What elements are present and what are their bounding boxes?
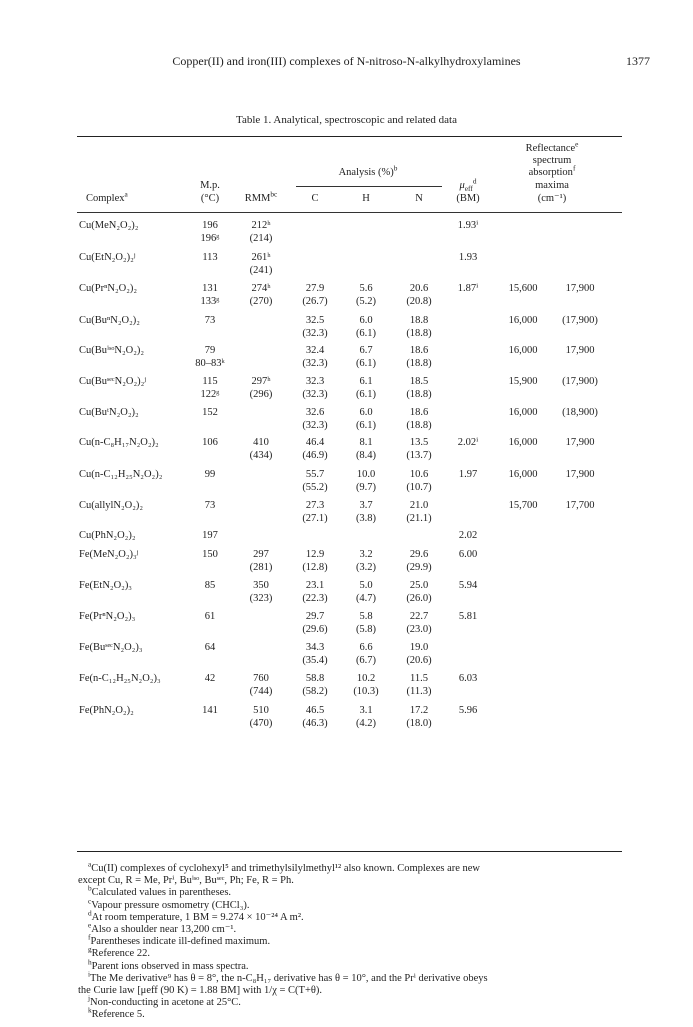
table-cell-refl-max-2: 17,900 (565, 283, 595, 294)
table-cell-carbon: 27.3 (305, 500, 325, 511)
table-cell-nitrogen: 25.0 (409, 580, 429, 591)
footnote-text: except Cu, R = Me, Prⁱ, Buⁱˢᵒ, Buˢᵉᶜ, Ph; Fe, R = Ph. (78, 875, 294, 887)
table-cell-refl-max-2: 17,900 (565, 469, 595, 480)
footnote (88, 859, 626, 875)
table-cell-refl-max-2: 17,900 (565, 345, 595, 356)
complex-name: Cu(BuⁿN₂O₂)₂ (79, 315, 140, 326)
footnote-text: Also a shoulder near 13,200 cm⁻¹. (91, 924, 237, 935)
table-cell-hydrogen: (3.8) (355, 513, 377, 524)
table-cell-mu-eff: 5.81 (458, 611, 478, 622)
table-cell-rmm: 261ʰ (251, 252, 271, 263)
table-cell-rmm: (323) (249, 593, 273, 604)
header-c: C (311, 193, 319, 204)
table-cell-hydrogen: (6.1) (355, 420, 377, 431)
table-cell-refl-max-1: 16,000 (508, 437, 538, 448)
header-refl-5: (cm⁻¹) (537, 193, 567, 204)
table-cell-mp: 150 (202, 549, 218, 560)
table-cell-hydrogen: 8.1 (359, 437, 373, 448)
header-n: N (415, 193, 423, 204)
table-cell-hydrogen: 10.2 (356, 673, 376, 684)
footnote-text: At room temperature, 1 BM = 9.274 × 10⁻²⁴ A m². (91, 911, 304, 923)
table-cell-hydrogen: 5.8 (359, 611, 373, 622)
footnote-text: Vapour pressure osmometry (CHCl₃). (91, 899, 250, 911)
header-rmm: $RMM^{bc}$ (244, 189, 278, 204)
table-cell-rmm: (744) (249, 686, 273, 697)
table-cell-mu-eff: 2.02 (458, 530, 478, 541)
table-cell-carbon: (22.3) (302, 593, 328, 604)
table-cell-rmm: 297 (253, 549, 269, 560)
table-cell-carbon: (55.2) (302, 482, 328, 493)
table-cell-carbon: (27.1) (302, 513, 328, 524)
table-cell-hydrogen: 5.6 (359, 283, 373, 294)
table-cell-mp: 42 (204, 673, 216, 684)
table-cell-nitrogen: 18.5 (409, 376, 429, 387)
table-cell-nitrogen: 20.6 (409, 283, 429, 294)
table-cell-rmm: 297ʰ (251, 376, 271, 387)
header-h: H (362, 193, 370, 204)
table-cell-carbon: (46.9) (302, 450, 328, 461)
table-cell-rmm: 212ʰ (251, 220, 271, 231)
header-refl-4: maxima (535, 180, 569, 191)
analysis-rule (296, 186, 442, 187)
table-cell-carbon: (46.3) (302, 718, 328, 729)
table-cell-hydrogen: (4.7) (355, 593, 377, 604)
table-cell-rmm: (434) (249, 450, 273, 461)
table-cell-refl-max-1: 16,000 (508, 469, 538, 480)
table-cell-carbon: 29.7 (305, 611, 325, 622)
table-cell-rmm: (270) (249, 296, 273, 307)
table-cell-mp: 141 (202, 705, 218, 716)
table-cell-rmm: (241) (249, 265, 273, 276)
table-cell-rmm: 350 (253, 580, 269, 591)
table-cell-carbon: (32.3) (302, 328, 328, 339)
table-cell-mu-eff: 2.02ⁱ (457, 437, 479, 448)
footnote (88, 1005, 626, 1021)
table-cell-hydrogen: (8.4) (355, 450, 377, 461)
table-cell-carbon: 32.4 (305, 345, 325, 356)
header-mu-unit: (BM) (456, 193, 480, 204)
footnote-mark: g (88, 944, 92, 954)
footnote (78, 874, 626, 887)
footnote-text: Calculated values in parentheses. (91, 887, 232, 899)
footnote-mark: e (88, 920, 92, 930)
complex-name: Cu(n-C₈H₁₇N₂O₂)₂ (79, 437, 159, 448)
table-cell-nitrogen: (11.3) (406, 686, 432, 697)
footnote-text: Parent ions observed in mass spectra. (91, 960, 249, 972)
table-cell-mp: 122ᵍ (200, 389, 220, 400)
table-cell-nitrogen: (20.8) (406, 296, 432, 307)
table-cell-refl-max-2: (17,900) (562, 315, 598, 326)
footnote-text: the Curie law [μeff (90 K) = 1.88 BM] with 1/χ = C(T+θ). (78, 985, 323, 996)
table-cell-mu-eff: 6.00 (458, 549, 478, 560)
table-cell-rmm: 760 (253, 673, 269, 684)
complex-name: Cu(n-C₁₂H₂₅N₂O₂)₂ (79, 469, 163, 480)
footnote (88, 993, 626, 1009)
table-cell-nitrogen: 22.7 (409, 611, 429, 622)
table-cell-hydrogen: (6.1) (355, 358, 377, 369)
table-cell-mp: 106 (202, 437, 218, 448)
footnote (88, 969, 626, 985)
table-cell-mu-eff: 1.93ⁱ (457, 220, 479, 231)
footnote-text: Reference 5. (91, 1009, 145, 1021)
table-bottom-rule (77, 851, 622, 852)
footnote-text: Parentheses indicate ill-defined maximum. (90, 936, 271, 948)
table-cell-hydrogen: (6.7) (355, 655, 377, 666)
table-cell-refl-max-2: 17,700 (565, 500, 595, 511)
table-cell-nitrogen: (18.8) (406, 389, 432, 400)
footnote (88, 883, 626, 899)
footnote-mark: b (88, 883, 92, 893)
table-cell-mp: 61 (204, 611, 216, 622)
footnote-text: Reference 22. (91, 948, 150, 960)
table-cell-refl-max-2: (18,900) (562, 407, 598, 418)
table-cell-nitrogen: 29.6 (409, 549, 429, 560)
table-cell-carbon: 55.7 (305, 469, 325, 480)
table-cell-mp: 79 (204, 345, 216, 356)
header-refl-3: absorption$^f$ (528, 163, 576, 178)
table-cell-carbon: 12.9 (305, 549, 325, 560)
table-cell-nitrogen: 13.5 (409, 437, 429, 448)
table-cell-nitrogen: (18.0) (406, 718, 432, 729)
table-cell-hydrogen: 5.0 (359, 580, 373, 591)
footnote-mark: k (88, 1005, 92, 1015)
table-cell-carbon: 32.5 (305, 315, 325, 326)
table-cell-hydrogen: 6.7 (359, 345, 373, 356)
complex-name: Fe(PrⁿN₂O₂)₃ (79, 611, 136, 622)
footnote-mark: d (88, 908, 92, 918)
table-cell-nitrogen: (20.6) (406, 655, 432, 666)
table-cell-nitrogen: 11.5 (410, 673, 428, 684)
table-cell-mp: 131 (202, 283, 218, 294)
footnote (88, 957, 626, 973)
footnote-text: Non-conducting in acetone at 25°C. (90, 997, 241, 1009)
table-cell-nitrogen: (26.0) (406, 593, 432, 604)
table-cell-nitrogen: (18.8) (406, 358, 432, 369)
table-cell-nitrogen: 17.2 (409, 705, 429, 716)
table-cell-carbon: (32.3) (302, 389, 328, 400)
table-cell-refl-max-1: 16,000 (508, 345, 538, 356)
table-cell-hydrogen: 3.1 (359, 705, 373, 716)
footnote-mark: f (88, 932, 91, 942)
footnote (88, 920, 626, 936)
table-cell-mp: 113 (202, 252, 218, 263)
footnote (78, 984, 626, 997)
table-cell-rmm: (281) (249, 562, 273, 573)
complex-name: Cu(PrⁿN₂O₂)₂ (79, 283, 138, 294)
footnote-mark: i (88, 969, 91, 979)
complex-name: Fe(n-C₁₂H₂₅N₂O₂)₃ (79, 673, 161, 684)
table-cell-carbon: 46.4 (305, 437, 325, 448)
footnote-text: Cu(II) complexes of cyclohexyl⁵ and trimethylsilylmethyl¹² also known. Complexes are new (91, 863, 481, 874)
table-cell-hydrogen: (5.8) (355, 624, 377, 635)
table-cell-mp: 64 (204, 642, 216, 653)
table-cell-carbon: 27.9 (305, 283, 325, 294)
table-caption: Table 1. Analytical, spectroscopic and related data (236, 114, 457, 126)
table-cell-mp: 73 (204, 500, 216, 511)
table-cell-nitrogen: (23.0) (406, 624, 432, 635)
table-cell-mp: 197 (202, 530, 218, 541)
table-cell-nitrogen: (21.1) (406, 513, 432, 524)
table-cell-carbon: (12.8) (302, 562, 328, 573)
table-cell-mu-eff: 5.96 (458, 705, 478, 716)
table-cell-refl-max-1: 16,000 (508, 315, 538, 326)
table-cell-rmm: (214) (249, 233, 273, 244)
table-cell-mp: 80–83ᵏ (195, 358, 225, 369)
footnote-mark: h (88, 957, 92, 967)
table-cell-nitrogen: 21.0 (409, 500, 429, 511)
complex-name: Cu(BuⁱˢᵒN₂O₂)₂ (79, 345, 145, 356)
table-cell-rmm: 410 (253, 437, 269, 448)
table-cell-nitrogen: 10.6 (409, 469, 429, 480)
complex-name: Cu(BuˢᵉᶜN₂O₂)₂ʲ (79, 376, 146, 387)
table-cell-mp: 115 (202, 376, 218, 387)
table-cell-nitrogen: 19.0 (409, 642, 429, 653)
table-cell-mp: 152 (202, 407, 218, 418)
table-cell-nitrogen: (18.8) (406, 420, 432, 431)
footnote (88, 932, 626, 948)
table-cell-hydrogen: 6.0 (359, 315, 373, 326)
table-cell-carbon: (32.3) (302, 358, 328, 369)
table-top-rule (77, 136, 622, 137)
table-cell-nitrogen: 18.8 (409, 315, 429, 326)
page-number: 1377 (626, 54, 650, 68)
table-cell-nitrogen: (18.8) (406, 328, 432, 339)
table-cell-mp: 99 (204, 469, 216, 480)
footnote (88, 908, 626, 924)
complex-name: Cu(PhN₂O₂)₂ (79, 530, 136, 541)
table-cell-mp: 73 (204, 315, 216, 326)
header-complex: Complex$^a$ (86, 189, 128, 204)
table-cell-hydrogen: (9.7) (355, 482, 377, 493)
table-cell-hydrogen: (6.1) (355, 328, 377, 339)
table-cell-mp: 196 (202, 220, 218, 231)
complex-name: Cu(BuᵗN₂O₂)₂ (79, 407, 139, 418)
table-cell-refl-max-1: 15,900 (508, 376, 538, 387)
table-cell-hydrogen: 3.7 (359, 500, 373, 511)
table-cell-mu-eff: 1.87ⁱ (457, 283, 479, 294)
table-cell-hydrogen: (5.2) (355, 296, 377, 307)
footnote (88, 896, 626, 912)
table-cell-carbon: (32.3) (302, 420, 328, 431)
table-cell-mu-eff: 1.93 (458, 252, 478, 263)
table-cell-carbon: 34.3 (305, 642, 325, 653)
table-cell-refl-max-2: 17,900 (565, 437, 595, 448)
table-cell-refl-max-1: 16,000 (508, 407, 538, 418)
table-cell-nitrogen: 18.6 (409, 407, 429, 418)
table-cell-hydrogen: 3.2 (359, 549, 373, 560)
header-refl-2: spectrum (532, 155, 572, 166)
footnote-mark: a (88, 859, 92, 869)
table-cell-hydrogen: (6.1) (355, 389, 377, 400)
table-cell-hydrogen: 10.0 (356, 469, 376, 480)
table-cell-nitrogen: (13.7) (406, 450, 432, 461)
table-cell-nitrogen: 18.6 (409, 345, 429, 356)
table-cell-nitrogen: (29.9) (406, 562, 432, 573)
header-refl-1: Reflectance$^e$ (525, 139, 579, 154)
complex-name: Cu(MeN₂O₂)₂ (79, 220, 139, 231)
header-mp: M.p. (200, 180, 220, 191)
table-cell-nitrogen: (10.7) (406, 482, 432, 493)
table-cell-mu-eff: 6.03 (458, 673, 478, 684)
footnote-text: The Me derivative⁹ has θ = 8°, the n-C₈H₁₇ derivative has θ = 10°, and the Prⁱ derivative obeys (90, 972, 488, 984)
table-cell-mu-eff: 5.94 (458, 580, 478, 591)
table-cell-mp: 196ᵍ (200, 233, 220, 244)
table-cell-carbon: (35.4) (302, 655, 328, 666)
table-cell-refl-max-1: 15,700 (508, 500, 538, 511)
complex-name: Cu(EtN₂O₂)₂ʲ (79, 252, 136, 263)
footnote-mark: c (88, 896, 92, 906)
table-cell-rmm: 510 (253, 705, 269, 716)
footnote-mark: j (88, 993, 91, 1003)
table-cell-carbon: 58.8 (305, 673, 325, 684)
complex-name: Fe(EtN₂O₂)₃ (79, 580, 132, 591)
table-cell-hydrogen: 6.1 (359, 376, 373, 387)
table-header-rule (77, 212, 622, 213)
table-cell-hydrogen: (10.3) (353, 686, 379, 697)
table-cell-hydrogen: (3.2) (355, 562, 377, 573)
table-cell-carbon: 23.1 (305, 580, 325, 591)
header-mu: $\mu_{eff}^d$ (459, 176, 477, 194)
table-cell-hydrogen: 6.6 (359, 642, 373, 653)
header-mp-unit: (°C) (200, 193, 220, 204)
table-cell-mp: 133ᵍ (200, 296, 220, 307)
table-cell-refl-max-1: 15,600 (508, 283, 538, 294)
footnote (88, 944, 626, 960)
table-cell-refl-max-2: (17,900) (562, 376, 598, 387)
table-cell-carbon: (29.6) (302, 624, 328, 635)
table-cell-rmm: (296) (249, 389, 273, 400)
table-cell-hydrogen: 6.0 (359, 407, 373, 418)
complex-name: Cu(allylN₂O₂)₂ (79, 500, 144, 511)
table-cell-mp: 85 (204, 580, 216, 591)
table-cell-mu-eff: 1.97 (458, 469, 478, 480)
running-title: Copper(II) and iron(III) complexes of N-nitroso-N-alkylhydroxylamines (172, 54, 521, 68)
complex-name: Fe(BuˢᵉᶜN₂O₂)₃ (79, 642, 143, 653)
table-cell-carbon: 46.5 (305, 705, 325, 716)
table-cell-carbon: 32.3 (305, 376, 325, 387)
table-cell-rmm: 274ʰ (251, 283, 271, 294)
complex-name: Fe(MeN₂O₂)₃ʲ (79, 549, 139, 560)
complex-name: Fe(PhN₂O₂)₂ (79, 705, 134, 716)
table-cell-hydrogen: (4.2) (355, 718, 377, 729)
table-cell-rmm: (470) (249, 718, 273, 729)
header-analysis: Analysis (%)$^b$ (338, 163, 398, 178)
table-cell-carbon: (26.7) (302, 296, 328, 307)
table-cell-carbon: 32.6 (305, 407, 325, 418)
table-cell-carbon: (58.2) (302, 686, 328, 697)
